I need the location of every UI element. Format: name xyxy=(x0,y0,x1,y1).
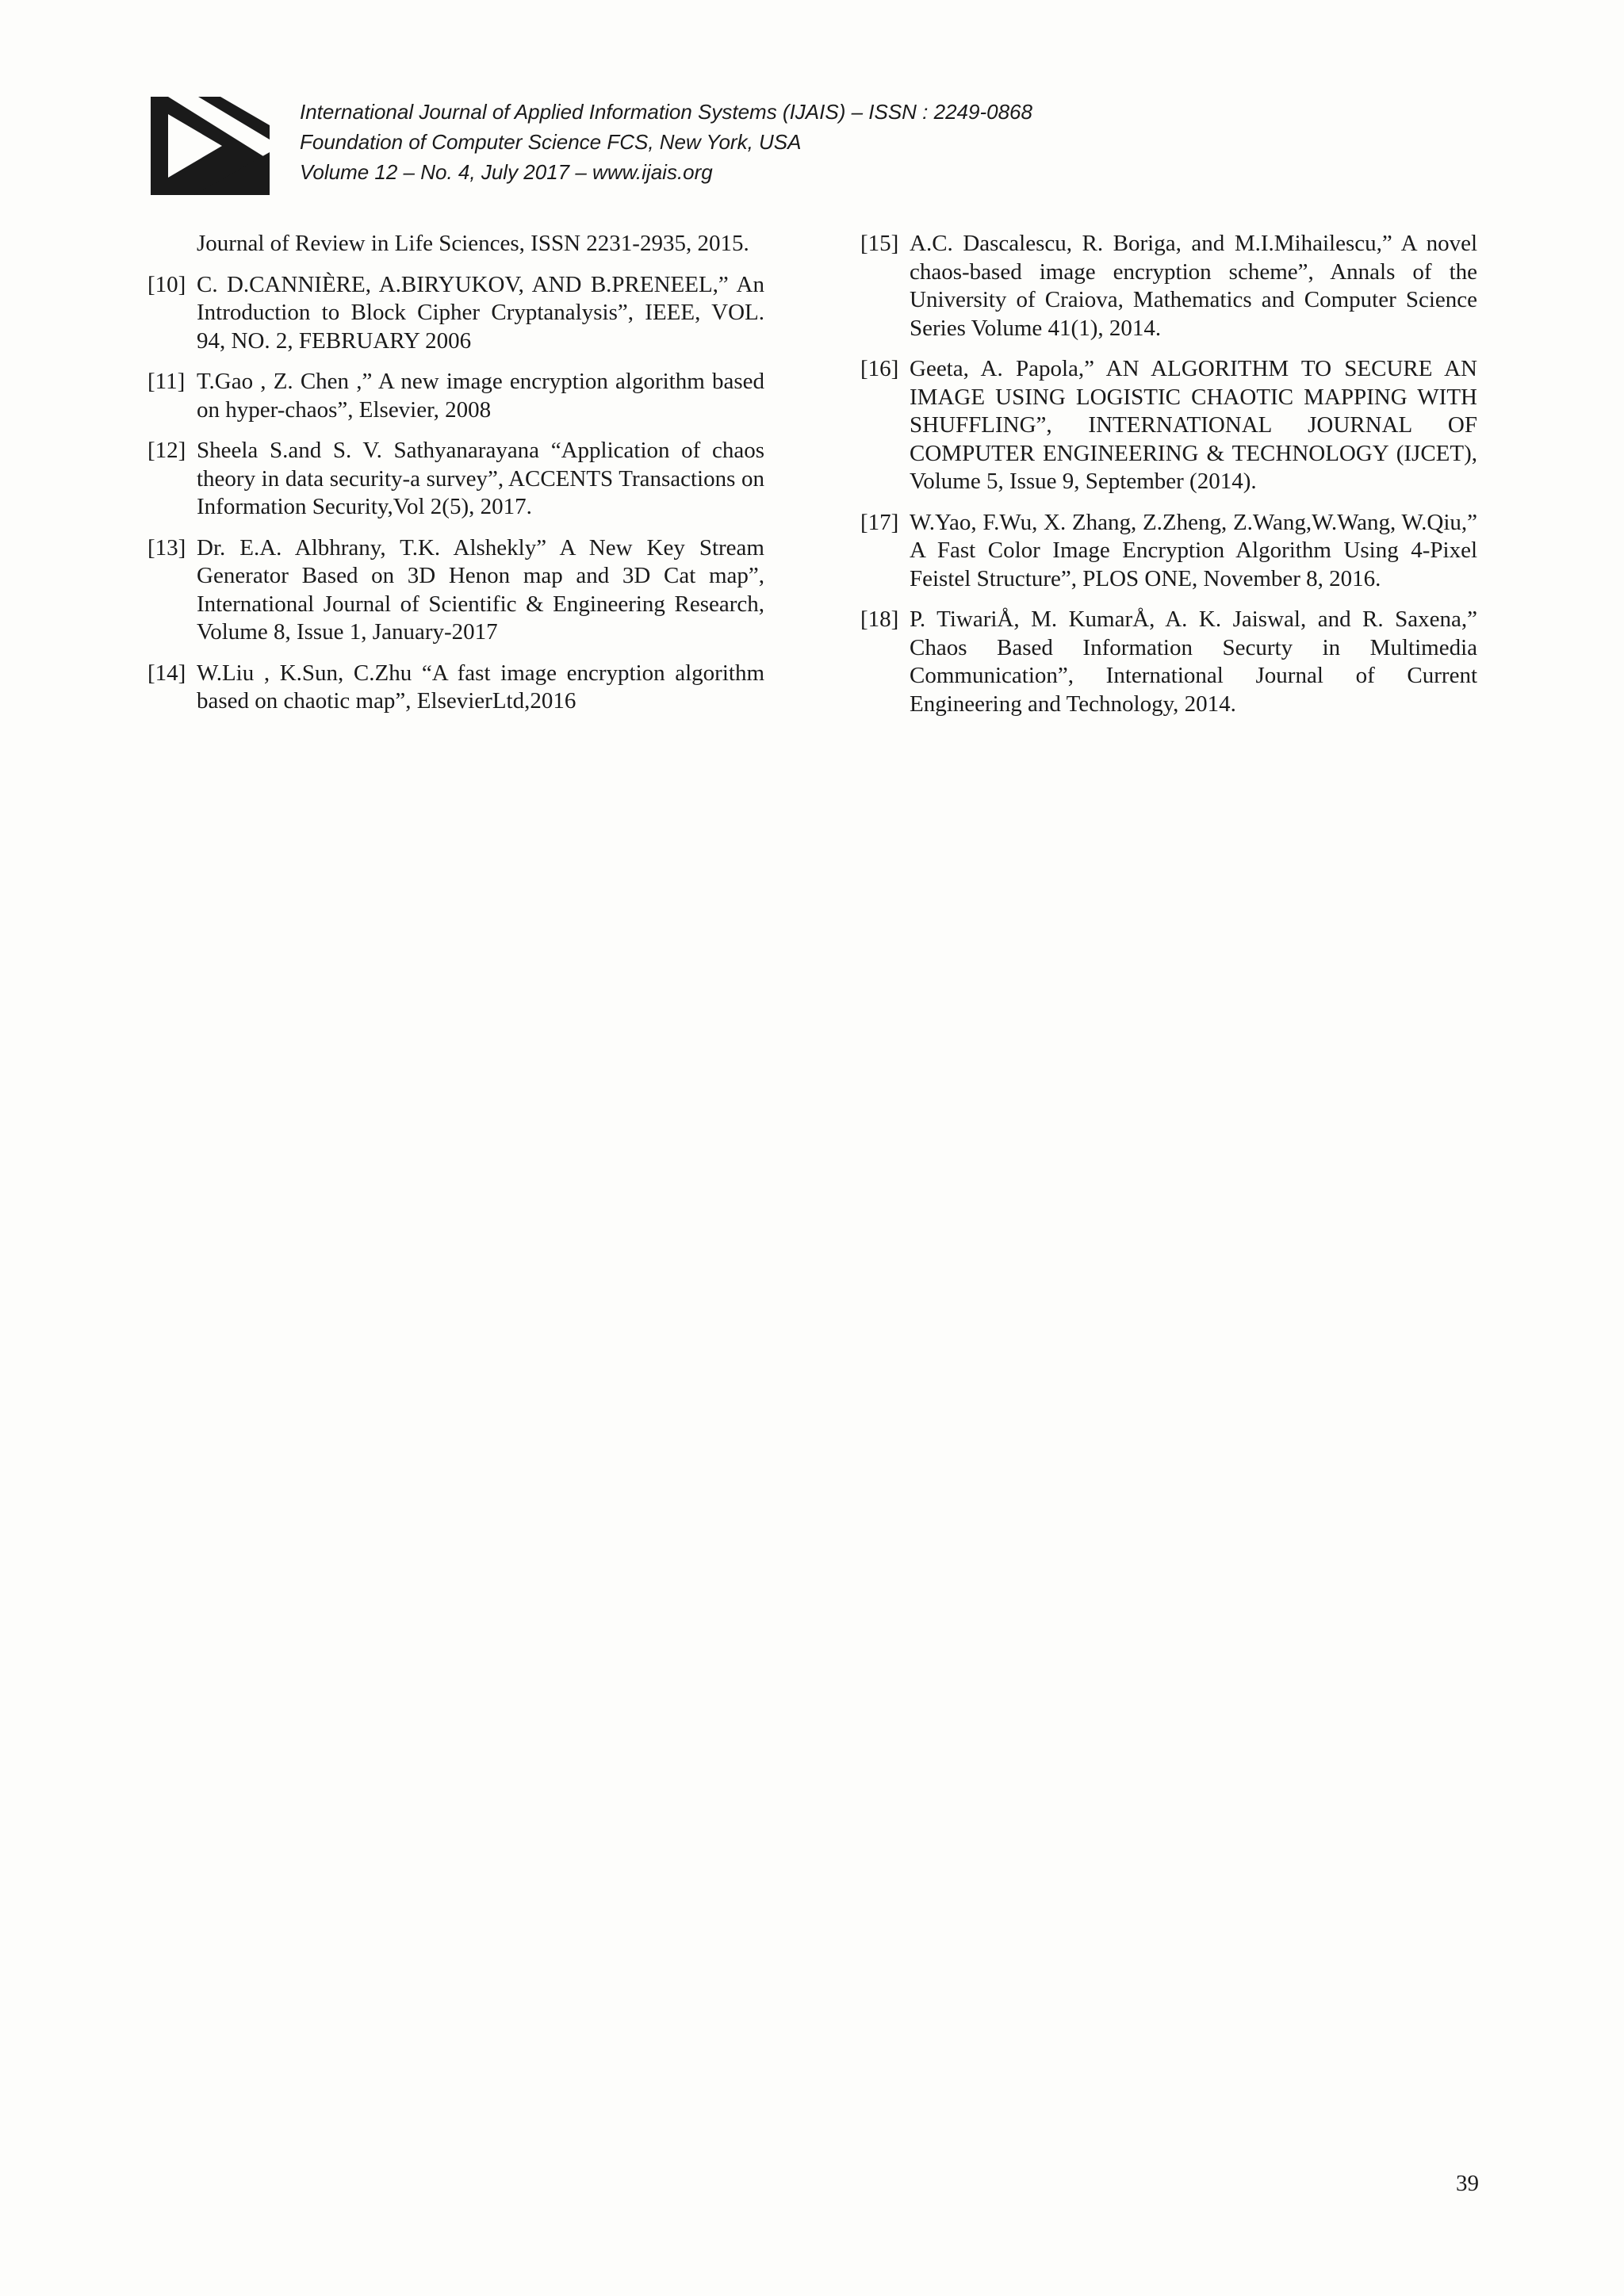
reference-text: W.Liu , K.Sun, C.Zhu “A fast image encryption algorithm based on chaotic map”, ElsevierLtd,2016 xyxy=(197,660,764,714)
reference-text: Geeta, A. Papola,” AN ALGORITHM TO SECURE AN IMAGE USING LOGISTIC CHAOTIC MAPPING WITH SHUFFLING”, INTERNATIONAL JOURNAL OF COMPUTER ENGINEERING & TECHNOLOGY (IJCET), Volume 5, Issue 9, September (2014). xyxy=(910,356,1477,494)
reference-item xyxy=(860,230,1477,342)
journal-header xyxy=(300,97,1032,187)
reference-number: [10] xyxy=(147,271,186,297)
reference-item xyxy=(860,606,1477,718)
reference-item xyxy=(860,355,1477,496)
reference-text: Dr. E.A. Albhrany, T.K. Alshekly” A New Key Stream Generator Based on 3D Henon map and 3D Cat map”, International Journal of Scientific & Engineering Research, Volume 8, Issue 1, January-2017 xyxy=(197,534,764,645)
reference-number: [17] xyxy=(860,509,899,535)
reference-continuation xyxy=(147,230,764,258)
journal-logo xyxy=(151,97,270,195)
reference-number: [11] xyxy=(147,369,186,394)
reference-text: W.Yao, F.Wu, X. Zhang, Z.Zheng, Z.Wang,W.Wang, W.Qiu,” A Fast Color Image Encryption Algorithm Using 4-Pixel Feistel Structure”, PLOS ONE, November 8, 2016. xyxy=(910,509,1477,591)
reference-text: A.C. Dascalescu, R. Boriga, and M.I.Mihailescu,” A novel chaos-based image encryption scheme”, Annals of the University of Craiova, Mathematics and Computer Science Series Volume 41(1), 2014. xyxy=(910,231,1477,341)
reference-number: [13] xyxy=(147,534,186,561)
reference-number: [12] xyxy=(147,438,186,463)
reference-number: [18] xyxy=(860,607,899,632)
reference-number: [16] xyxy=(860,356,899,381)
reference-item xyxy=(147,534,764,647)
reference-text: C. D.CANNIÈRE, A.BIRYUKOV, AND B.PRENEEL,” An Introduction to Block Cipher Cryptanalysis”, IEEE, VOL. 94, NO. 2, FEBRUARY 2006 xyxy=(197,271,764,354)
reference-text: Journal of Review in Life Sciences, ISSN 2231-2935, 2015. xyxy=(197,231,749,256)
page-number: 39 xyxy=(1456,2171,1479,2196)
reference-text: P. TiwariÅ, M. KumarÅ, A. K. Jaiswal, and R. Saxena,” Chaos Based Information Securty in Multimedia Communication”, International Journal of Current Engineering and Technology, 2014. xyxy=(910,607,1477,717)
left-column xyxy=(147,230,764,729)
right-column xyxy=(860,230,1477,731)
header-line-1: International Journal of Applied Information Systems (IJAIS) – ISSN : 2249-0868 xyxy=(300,100,1032,124)
reference-item xyxy=(147,437,764,522)
reference-item xyxy=(147,271,764,356)
reference-item xyxy=(147,368,764,424)
reference-number: [14] xyxy=(147,660,186,686)
reference-text: T.Gao , Z. Chen ,” A new image encryption algorithm based on hyper-chaos”, Elsevier, 2008 xyxy=(197,369,764,423)
reference-number: [15] xyxy=(860,231,899,256)
reference-item xyxy=(147,660,764,716)
reference-item xyxy=(860,509,1477,594)
header-line-3: Volume 12 – No. 4, July 2017 – www.ijais.org xyxy=(300,160,713,184)
header-line-2: Foundation of Computer Science FCS, New York, USA xyxy=(300,130,802,154)
reference-text: Sheela S.and S. V. Sathyanarayana “Application of chaos theory in data security-a survey”, ACCENTS Transactions on Information Security,Vol 2(5), 2017. xyxy=(197,438,764,519)
